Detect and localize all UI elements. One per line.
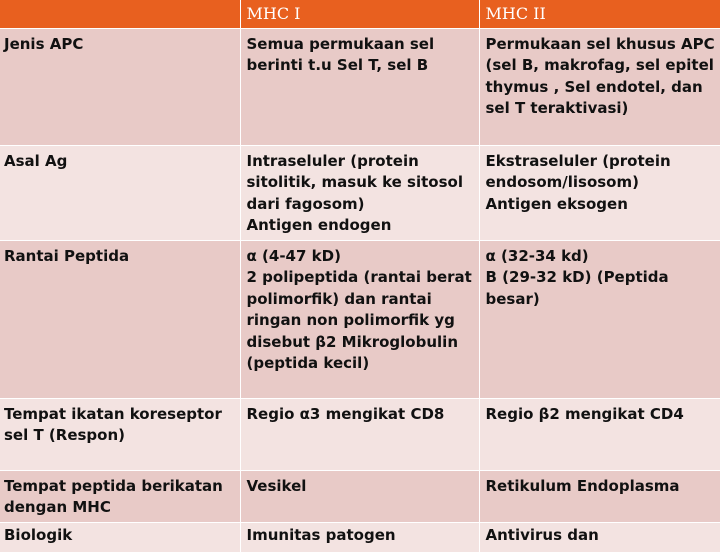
table-row bbox=[0, 240, 720, 398]
table-row bbox=[0, 522, 720, 552]
row-label: Tempat peptida berikatan dengan MHC bbox=[0, 470, 240, 522]
mhc1-cell: Vesikel bbox=[240, 470, 479, 522]
table-row bbox=[0, 28, 720, 145]
row-label: Biologik bbox=[0, 522, 240, 552]
mhc1-cell: Imunitas patogen bbox=[240, 522, 479, 552]
mhc1-cell: Regio α3 mengikat CD8 bbox=[240, 398, 479, 470]
header-empty-cell bbox=[0, 0, 240, 28]
header-row bbox=[0, 0, 720, 28]
table-row bbox=[0, 470, 720, 522]
mhc1-cell: α (4-47 kD) 2 polipeptida (rantai berat polimorfik) dan rantai ringan non polimorfik yg disebut β2 Mikroglobulin (peptida kecil) bbox=[240, 240, 479, 398]
header-mhc1: MHC I bbox=[240, 0, 479, 28]
mhc1-cell: Intraseluler (protein sitolitik, masuk ke sitosol dari fagosom) Antigen endogen bbox=[240, 145, 479, 240]
mhc1-cell: Semua permukaan sel berinti t.u Sel T, sel B bbox=[240, 28, 479, 145]
row-label: Rantai Peptida bbox=[0, 240, 240, 398]
header-mhc2: MHC II bbox=[479, 0, 720, 28]
mhc2-cell: α (32-34 kd) B (29-32 kD) (Peptida besar) bbox=[479, 240, 720, 398]
mhc2-cell: Ekstraseluler (protein endosom/lisosom) Antigen eksogen bbox=[479, 145, 720, 240]
row-label: Tempat ikatan koreseptor sel T (Respon) bbox=[0, 398, 240, 470]
mhc2-cell: Regio β2 mengikat CD4 bbox=[479, 398, 720, 470]
table-row bbox=[0, 398, 720, 470]
row-label: Asal Ag bbox=[0, 145, 240, 240]
row-label: Jenis APC bbox=[0, 28, 240, 145]
mhc2-cell: Antivirus dan bbox=[479, 522, 720, 552]
table-row bbox=[0, 145, 720, 240]
mhc2-cell: Retikulum Endoplasma bbox=[479, 470, 720, 522]
mhc2-cell: Permukaan sel khusus APC (sel B, makrofag, sel epitel thymus , Sel endotel, dan sel T teraktivasi) bbox=[479, 28, 720, 145]
